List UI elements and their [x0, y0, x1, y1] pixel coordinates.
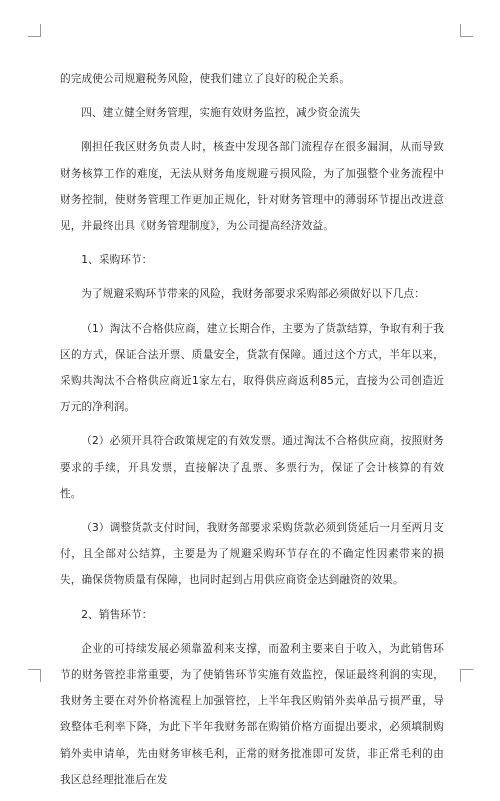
crop-mark-bottom-left	[28, 669, 41, 682]
subheading-sales: 2、销售环节：	[81, 608, 153, 621]
section-heading-4: 四、建立健全财务管理，实施有效财务监控，减少资金流失	[81, 107, 361, 120]
list-item-3: （3）调整货款支付时间，我财务部要求采购货款必须到货延后一月至两月支付，且全部对公结算，主要是为了规避采购环节存在的不确定性因素带来的损失，确保货物质量有保障，也同时起到占用供应商资金达到融资的效果。	[60, 522, 444, 587]
paragraph-continuation: 的完成使公司规避税务风险，使我们建立了良好的税企关系。	[60, 73, 351, 85]
crop-mark-top-right	[460, 24, 473, 37]
paragraph-sales: 企业的可持续发展必须靠盈利来支撑，而盈利主要来自于收入，为此销售环节的财务管控非常重要，为了使销售环节实施有效监控，保证最终利润的实现，我财务主要在对外价格流程上加强管控，上半年我区购销外卖单品亏损严重，导致整体毛利率下降，为此下半年我财务部在购销价格方面提出要求，必须填制购销外卖申请单，先由财务审核毛利，正常的财务批准即可发货，非正常毛利的由我区总经理批准后在发	[60, 642, 444, 786]
list-item-1: （1）淘汰不合格供应商，建立长期合作，主要为了货款结算，争取有利于我区的方式，保证合法开票、质量安全，货款有保障。通过这个方式，半年以来，采购共淘汰不合格供应商近1家左右，取得供应商返利85元，直接为公司创造近万元的净利润。	[60, 322, 444, 414]
crop-mark-top-left	[28, 24, 41, 37]
paragraph-intro: 刚担任我区财务负责人时，核查中发现各部门流程存在很多漏洞，从而导致财务核算工作的难度，无法从财务角度规避亏损风险，为了加强整个业务流程中财务控制，使财务管理工作更加正规化，针对财务管理中的薄弱环节提出改进意见，并最终出具《财务管理制度》，为公司提高经济效益。	[60, 141, 444, 233]
subheading-purchasing: 1、采购环节：	[81, 254, 153, 267]
crop-mark-bottom-right	[460, 669, 473, 682]
document-body	[60, 66, 444, 801]
list-item-2: （2）必须开具符合政策规定的有效发票。通过淘汰不合格供应商，按照财务要求的手续，开具发票，直接解决了乱票、多票行为，保证了会计核算的有效性。	[60, 435, 444, 500]
paragraph-purchasing-lead: 为了规避采购环节带来的风险，我财务部要求采购部必须做好以下几点：	[81, 288, 425, 301]
